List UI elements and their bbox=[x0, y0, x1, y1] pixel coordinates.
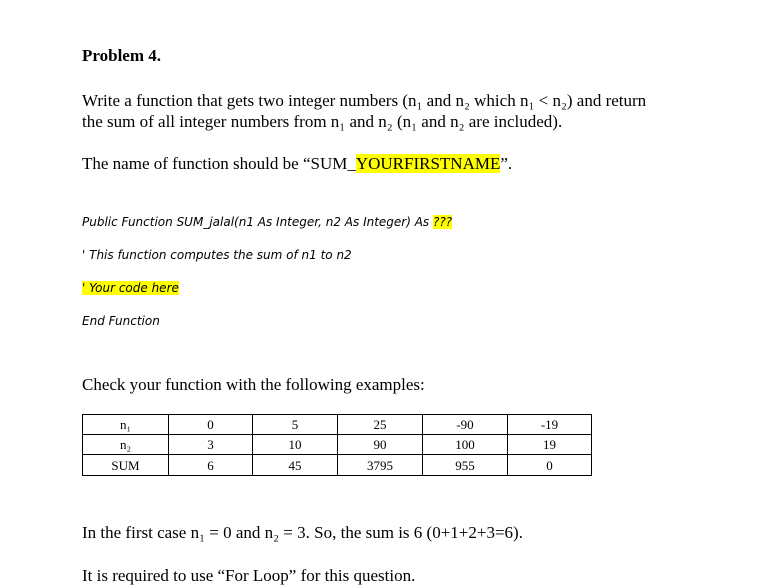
table-row bbox=[83, 415, 592, 435]
naming-suffix: ”. bbox=[500, 154, 513, 173]
table-cell: 19 bbox=[508, 435, 592, 455]
code-return-type: ??? bbox=[433, 215, 453, 229]
row-label-n2: n₂ bbox=[83, 435, 169, 455]
naming-highlight: YOURFIRSTNAME bbox=[355, 154, 501, 173]
code-signature bbox=[82, 215, 452, 229]
row-label-sum: SUM bbox=[83, 455, 169, 476]
table-cell: 955 bbox=[423, 455, 508, 476]
table-cell: 5 bbox=[253, 415, 338, 435]
table-cell: -19 bbox=[508, 415, 592, 435]
problem-title: Problem 4. bbox=[82, 46, 162, 65]
requirement-note: It is required to use “For Loop” for this question. bbox=[82, 566, 416, 585]
code-placeholder-text: ' Your code here bbox=[82, 281, 179, 295]
table-cell: 90 bbox=[338, 435, 423, 455]
naming-prefix: The name of function should be “SUM_ bbox=[82, 154, 356, 173]
table-cell: 0 bbox=[169, 415, 253, 435]
table-cell: 25 bbox=[338, 415, 423, 435]
table-row bbox=[83, 435, 592, 455]
code-comment: ' This function computes the sum of n1 to n2 bbox=[82, 248, 352, 262]
table-cell: 10 bbox=[253, 435, 338, 455]
table-cell: -90 bbox=[423, 415, 508, 435]
code-end: End Function bbox=[82, 314, 160, 328]
table-cell: 3 bbox=[169, 435, 253, 455]
naming-instruction bbox=[82, 153, 512, 174]
row-label-n1: n₁ bbox=[83, 415, 169, 435]
description-line-1: Write a function that gets two integer numbers (n₁ and n₂ which n₁ < n₂) and return bbox=[82, 91, 647, 110]
table-row bbox=[83, 455, 592, 476]
code-placeholder bbox=[82, 281, 179, 295]
table-cell: 6 bbox=[169, 455, 253, 476]
description-line-2: the sum of all integer numbers from n₁ and n₂ (n₁ and n₂ are included). bbox=[82, 112, 563, 131]
example-explanation: In the first case n₁ = 0 and n₂ = 3. So, the sum is 6 (0+1+2+3=6). bbox=[82, 523, 523, 542]
check-instruction: Check your function with the following examples: bbox=[82, 375, 425, 394]
table-cell: 45 bbox=[253, 455, 338, 476]
table-cell: 0 bbox=[508, 455, 592, 476]
code-signature-text: Public Function SUM_jalal(n1 As Integer, n2 As Integer) As bbox=[82, 215, 433, 229]
examples-table bbox=[82, 414, 592, 476]
table-cell: 100 bbox=[423, 435, 508, 455]
table-cell: 3795 bbox=[338, 455, 423, 476]
